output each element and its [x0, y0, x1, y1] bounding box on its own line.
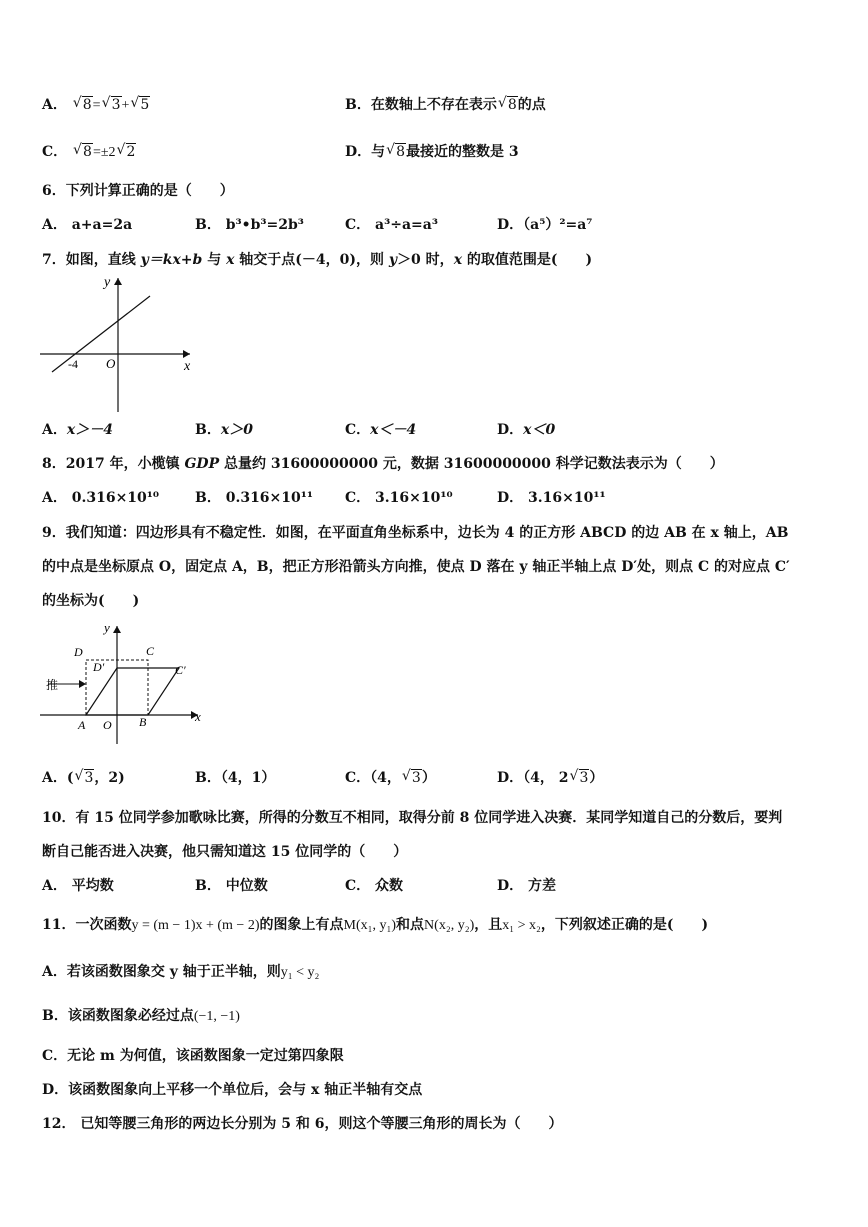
sqrt-5: √ 5	[130, 95, 150, 115]
sqrt-3: √ 3	[102, 95, 122, 115]
q10-option-c: C． 众数	[345, 878, 404, 894]
sqrt-3: √ 3	[402, 768, 422, 788]
q7-figure	[38, 272, 198, 414]
q7-fig-x-label: x	[184, 359, 191, 374]
sqrt-8: √ 8	[498, 95, 518, 115]
q5-option-b: B．在数轴上不存在表示√ 8的点	[345, 95, 546, 115]
q8-stem: 8．2017 年，小榄镇 GDP 总量约 31600000000 元，数据 31600000000 科学记数法表示为（ ）	[42, 456, 724, 472]
q10-option-a: A． 平均数	[42, 878, 114, 894]
q9-stem-line2: 的中点是坐标原点 O，固定点 A，B，把正方形沿箭头方向推，使点 D 落在 y 轴正半轴上点 D′处，则点 C 的对应点 C′	[42, 559, 790, 575]
sqrt-8: √ 8	[386, 142, 406, 162]
q9-fig-y-label: y	[104, 620, 110, 635]
q9-fig-origin-label: O	[103, 718, 112, 732]
q7-fig-origin-label: O	[106, 356, 116, 371]
q8-option-c: C． 3.16×10¹⁰	[345, 490, 453, 506]
q5-option-a: A． √ 8=√ 3+√ 5	[42, 95, 150, 116]
sqrt-8: √ 8	[73, 95, 93, 115]
q11-stem: 11．一次函数y = (m − 1)x + (m − 2)的图象上有点M(x₁, y₁)和点N(x₂, y₂)，且x₁ > x₂，下列叙述正确的是( )	[42, 917, 709, 933]
q9-option-d: D．（4， 2√ 3）	[497, 768, 603, 788]
q5-option-d: D．与√ 8最接近的整数是 3	[345, 142, 519, 162]
q11-option-c: C．无论 m 为何值，该函数图象一定过第四象限	[42, 1048, 344, 1064]
q9-fig-a-label: A	[78, 718, 86, 732]
q7-stem: 7．如图，直线 y＝kx+b 与 x 轴交于点(－4，0)，则 y＞0 时，x 的取值范围是( )	[42, 252, 593, 268]
q9-fig-d-prime-label: D′	[93, 660, 105, 674]
q6-option-c: C． a³÷a=a³	[345, 217, 438, 233]
q5-option-c: C． √ 8=±2√ 2	[42, 142, 136, 163]
q7-fig-y-label: y	[104, 275, 111, 290]
q8-option-a: A． 0.316×10¹⁰	[42, 490, 160, 506]
q11-option-d: D．该函数图象向上平移一个单位后，会与 x 轴正半轴有交点	[42, 1082, 423, 1098]
q9-option-a: A．(√ 3，2)	[42, 768, 125, 788]
q6-option-b: B． b³•b³=2b³	[195, 217, 304, 233]
q10-option-d: D． 方差	[497, 878, 557, 894]
q9-option-b: B．（4，1）	[195, 770, 276, 786]
sqrt-3: √ 3	[75, 768, 95, 788]
q7-fig-minus4-label: -4	[68, 357, 78, 371]
q7-option-c: C．x＜－4	[345, 422, 417, 438]
q9-option-c: C．（4，√ 3）	[345, 768, 436, 788]
q9-fig-push-label: 推	[46, 678, 59, 692]
q9-fig-b-label: B	[139, 715, 147, 729]
q7-option-d: D．x＜0	[497, 422, 556, 438]
q6-option-a: A． a+a=2a	[42, 217, 133, 233]
q9-stem-line3: 的坐标为( )	[42, 593, 140, 609]
q9-fig-c-prime-label: C′	[175, 663, 186, 677]
sqrt-8: √ 8	[73, 142, 93, 162]
q9-fig-d-label: D	[74, 645, 83, 659]
q7-option-b: B．x＞0	[195, 422, 253, 438]
q10-stem-line2: 断自己能否进入决赛，他只需知道这 15 位同学的（ ）	[42, 844, 408, 860]
sqrt-3: √ 3	[570, 768, 590, 788]
q11-option-b: B．该函数图象必经过点(−1, −1)	[42, 1008, 240, 1024]
q9-stem-line1: 9．我们知道：四边形具有不稳定性．如图，在平面直角坐标系中，边长为 4 的正方形 ABCD 的边 AB 在 x 轴上，AB	[42, 525, 789, 541]
q9-fig-x-label: x	[195, 709, 201, 724]
q6-option-d: D．（a⁵）²=a⁷	[497, 217, 593, 233]
q11-option-a: A．若该函数图象交 y 轴于正半轴，则y₁ < y₂	[42, 964, 320, 980]
q8-option-b: B． 0.316×10¹¹	[195, 490, 314, 506]
q12-stem: 12． 已知等腰三角形的两边长分别为 5 和 6，则这个等腰三角形的周长为（ ）	[42, 1116, 563, 1132]
q10-stem-line1: 10．有 15 位同学参加歌咏比赛，所得的分数互不相同，取得分前 8 位同学进入决赛．某同学知道自己的分数后，要判	[42, 810, 783, 826]
q7-option-a: A．x＞－4	[42, 422, 113, 438]
q6-stem: 6．下列计算正确的是（ ）	[42, 183, 234, 199]
q9-fig-c-label: C	[146, 644, 155, 658]
q9-figure	[38, 618, 218, 746]
q8-option-d: D． 3.16×10¹¹	[497, 490, 606, 506]
q10-option-b: B． 中位数	[195, 878, 268, 894]
sqrt-2: √ 2	[117, 142, 137, 162]
